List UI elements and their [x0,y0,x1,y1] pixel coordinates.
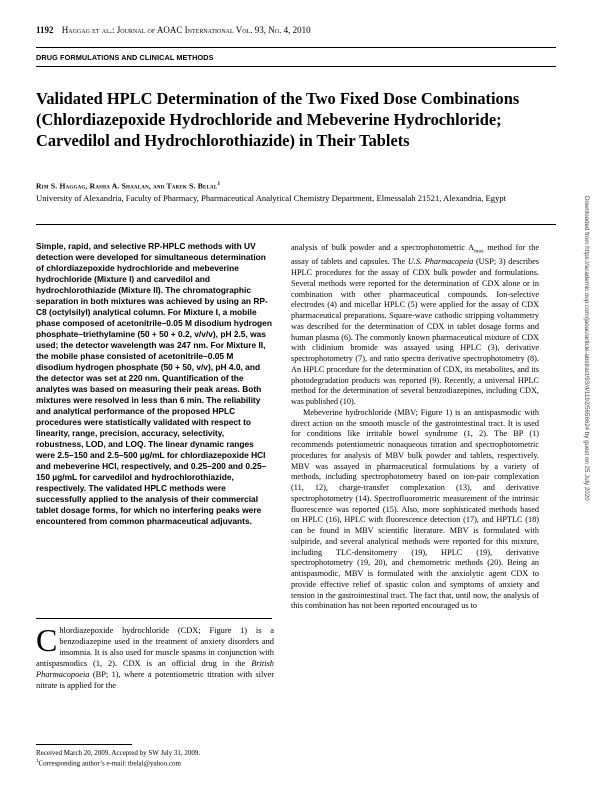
header-rule [36,47,556,48]
author-list [36,181,220,191]
authors-text: Rim S. Haggag, Rasha A. Shaalan, and Tarek S. Belal [36,181,218,191]
right-column [291,243,539,612]
section-rule [36,66,556,67]
right-paragraph-2: Mebeverine hydrochloride (MBV; Figure 1) is an antispasmodic with direct action on the smooth muscle of the gastrointestinal tract. It is used for conditions like irritable bowel syndrome (1, 2). The BP (1) recommends potentiometric nonaqueous titration and spectrophotometric procedures for analysis of MBV bulk powder and tablets, respectively. MBV was assayed in pharmaceutical formulations by a variety of methods, including spectrophotometry based on ion-pair complexation (11, 12), charge-transfer complexation (13), and derivative spectrophotometry (14). Spectrofluorometric measurement of the intrinsic fluorescence was reported (15). Also, more sophisticated methods based on HPLC (16), HPLC with fluorescence detection (17), and HPTLC (18) can be found in MBV scientific literature. MBV is formulated with sulpiride, and several analytical methods were reported for this mixture, including TLC-densitometry (19), HPLC (19), derivative spectrophotometry (19, 20), and chemometric methods (20). Being an antispasmodic, MBV is formulated with the anxiolytic agent CDX to provide effective relief of spastic colon and symptoms of anxiety and tension in the gastrointestinal tract. The fact that, until now, the analysis of this combination has not been reported encouraged us to [291,407,539,611]
p1-subscript: max [474,248,484,255]
footnotes [36,744,272,768]
p1-text-a: analysis of bulk powder and a spectrophotometric A [291,243,475,252]
intro-text-1: hlordiazepoxide hydrochloride (CDX; Figure 1) is a benzodiazepine used in the treatment of anxiety disorders and insomnia. It is also used for muscle spasms in conjunction with antispasmodics (1, 2). CDX is an official drug in the [36,626,274,668]
affiliation: University of Alexandria, Faculty of Pharmacy, Pharmaceutical Analytical Chemistry Department, Elmessalah 21521, Alexandria, Egypt [36,193,507,203]
download-watermark-text: Downloaded from https://academic.oup.com/jaoac/article-abstract/93/4/1192/5656624 by guest on 25 July 2020 [583,196,590,501]
intro-citation-italic: British Pharmacopoeia [36,658,274,679]
affiliation-rule [36,224,556,225]
page-number: 1192 [36,25,54,35]
corresponding-note [36,758,272,768]
p1-text-b: method for the assay of tablets and capsules. The [291,243,540,267]
download-watermark [580,196,592,596]
corresponding-email: Corresponding author’s e-mail: tbelal@yahoo.com [38,758,181,767]
abstract-rule [36,618,272,619]
intro-paragraph [36,622,274,691]
drop-cap: C [36,622,58,658]
author-footnote-mark: 1 [217,181,221,187]
right-paragraph-1 [291,243,539,408]
p1-text-c: (USP; 3) describes HPLC procedures for the assay of CDX bulk powder and formulations. Several methods were reported for the determination of CDX alone or in combination with other pharmaceutical compounds. Ion-selective electrodes (4) and micellar HPLC (5) were applied for the assay of CDX pharmaceutical preparations. Square-wave cathodic stripping voltammetry was described for the determination of CDX in tablet dosage forms and human plasma (6). The commonly known pharmaceutical mixture of CDX with clidinium bromide was assayed using HPLC (3), derivative spectrophotometry (7), and ratio spectra derivative spectrophotometry (8). An HPLC procedure for the determination of CDX, its metabolites, and its photodegradation products was reported (9). Recently, a universal HPLC method for the determination of several benzodiazepines, including CDX, was published (10). [291,257,539,407]
running-head [36,25,311,35]
p1-italic: U.S. Pharmacopeia [407,257,474,267]
section-label: DRUG FORMULATIONS AND CLINICAL METHODS [36,53,214,62]
running-head-text: Haggag et al.: Journal of AOAC International Vol. 93, No. 4, 2010 [61,25,311,35]
footnote-mark: 1 [36,758,39,764]
abstract: Simple, rapid, and selective RP-HPLC methods with UV detection were developed for simultaneous determination of chlordiazepoxide hydrochloride and mebeverine hydrochloride (Mixture I) and carvedilol and hydrochlorothiazide (Mixture II). The chromatographic separation in both mixtures was achieved by using an RP-C8 (octylsilyl) analytical column. For Mixture I, a mobile phase composed of acetonitrile–0.05 M disodium hydrogen phosphate–triethylamine (50 + 50 + 0.2, v/v/v), pH 2.5, was used; the detector wavelength was 247 nm. For Mixture II, the mobile phase consisted of acetonitrile–0.05 M disodium hydrogen phosphate (50 + 50, v/v), pH 4.0, and the detector was set at 220 nm. Quantification of the analytes was based on measuring their peak areas. Both mixtures were resolved in less than 6 min. The reliability and analytical performance of the proposed HPLC procedures were statistically validated with respect to linearity, range, precision, accuracy, selectivity, robustness, LOD, and LOQ. The linear dynamic ranges were 2.5–150 and 2.5–500 µg/mL for chlordiazepoxide HCl and mebeverine HCl, respectively, and 0.25–200 and 0.25–150 µg/mL for carvedilol and hydrochlorothiazide, respectively. The validated HPLC methods were successfully applied to the analysis of their commercial tablet dosage forms, for which no interfering peaks were encountered from common pharmaceutical adjuvants. [36,241,272,526]
received-note: Received March 20, 2009. Accepted by SW July 31, 2009. [36,749,201,757]
footnote-rule [36,744,132,745]
intro-text-2: (BP; 1), where a potentiometric titration with silver nitrate is applied for the [36,669,274,690]
article-title: Validated HPLC Determination of the Two Fixed Dose Combinations (Chlordiazepoxide Hydrochloride and Mebeverine Hydrochloride; Carvedilol and Hydrochlorothiazide) in Their Tablets [36,89,520,150]
